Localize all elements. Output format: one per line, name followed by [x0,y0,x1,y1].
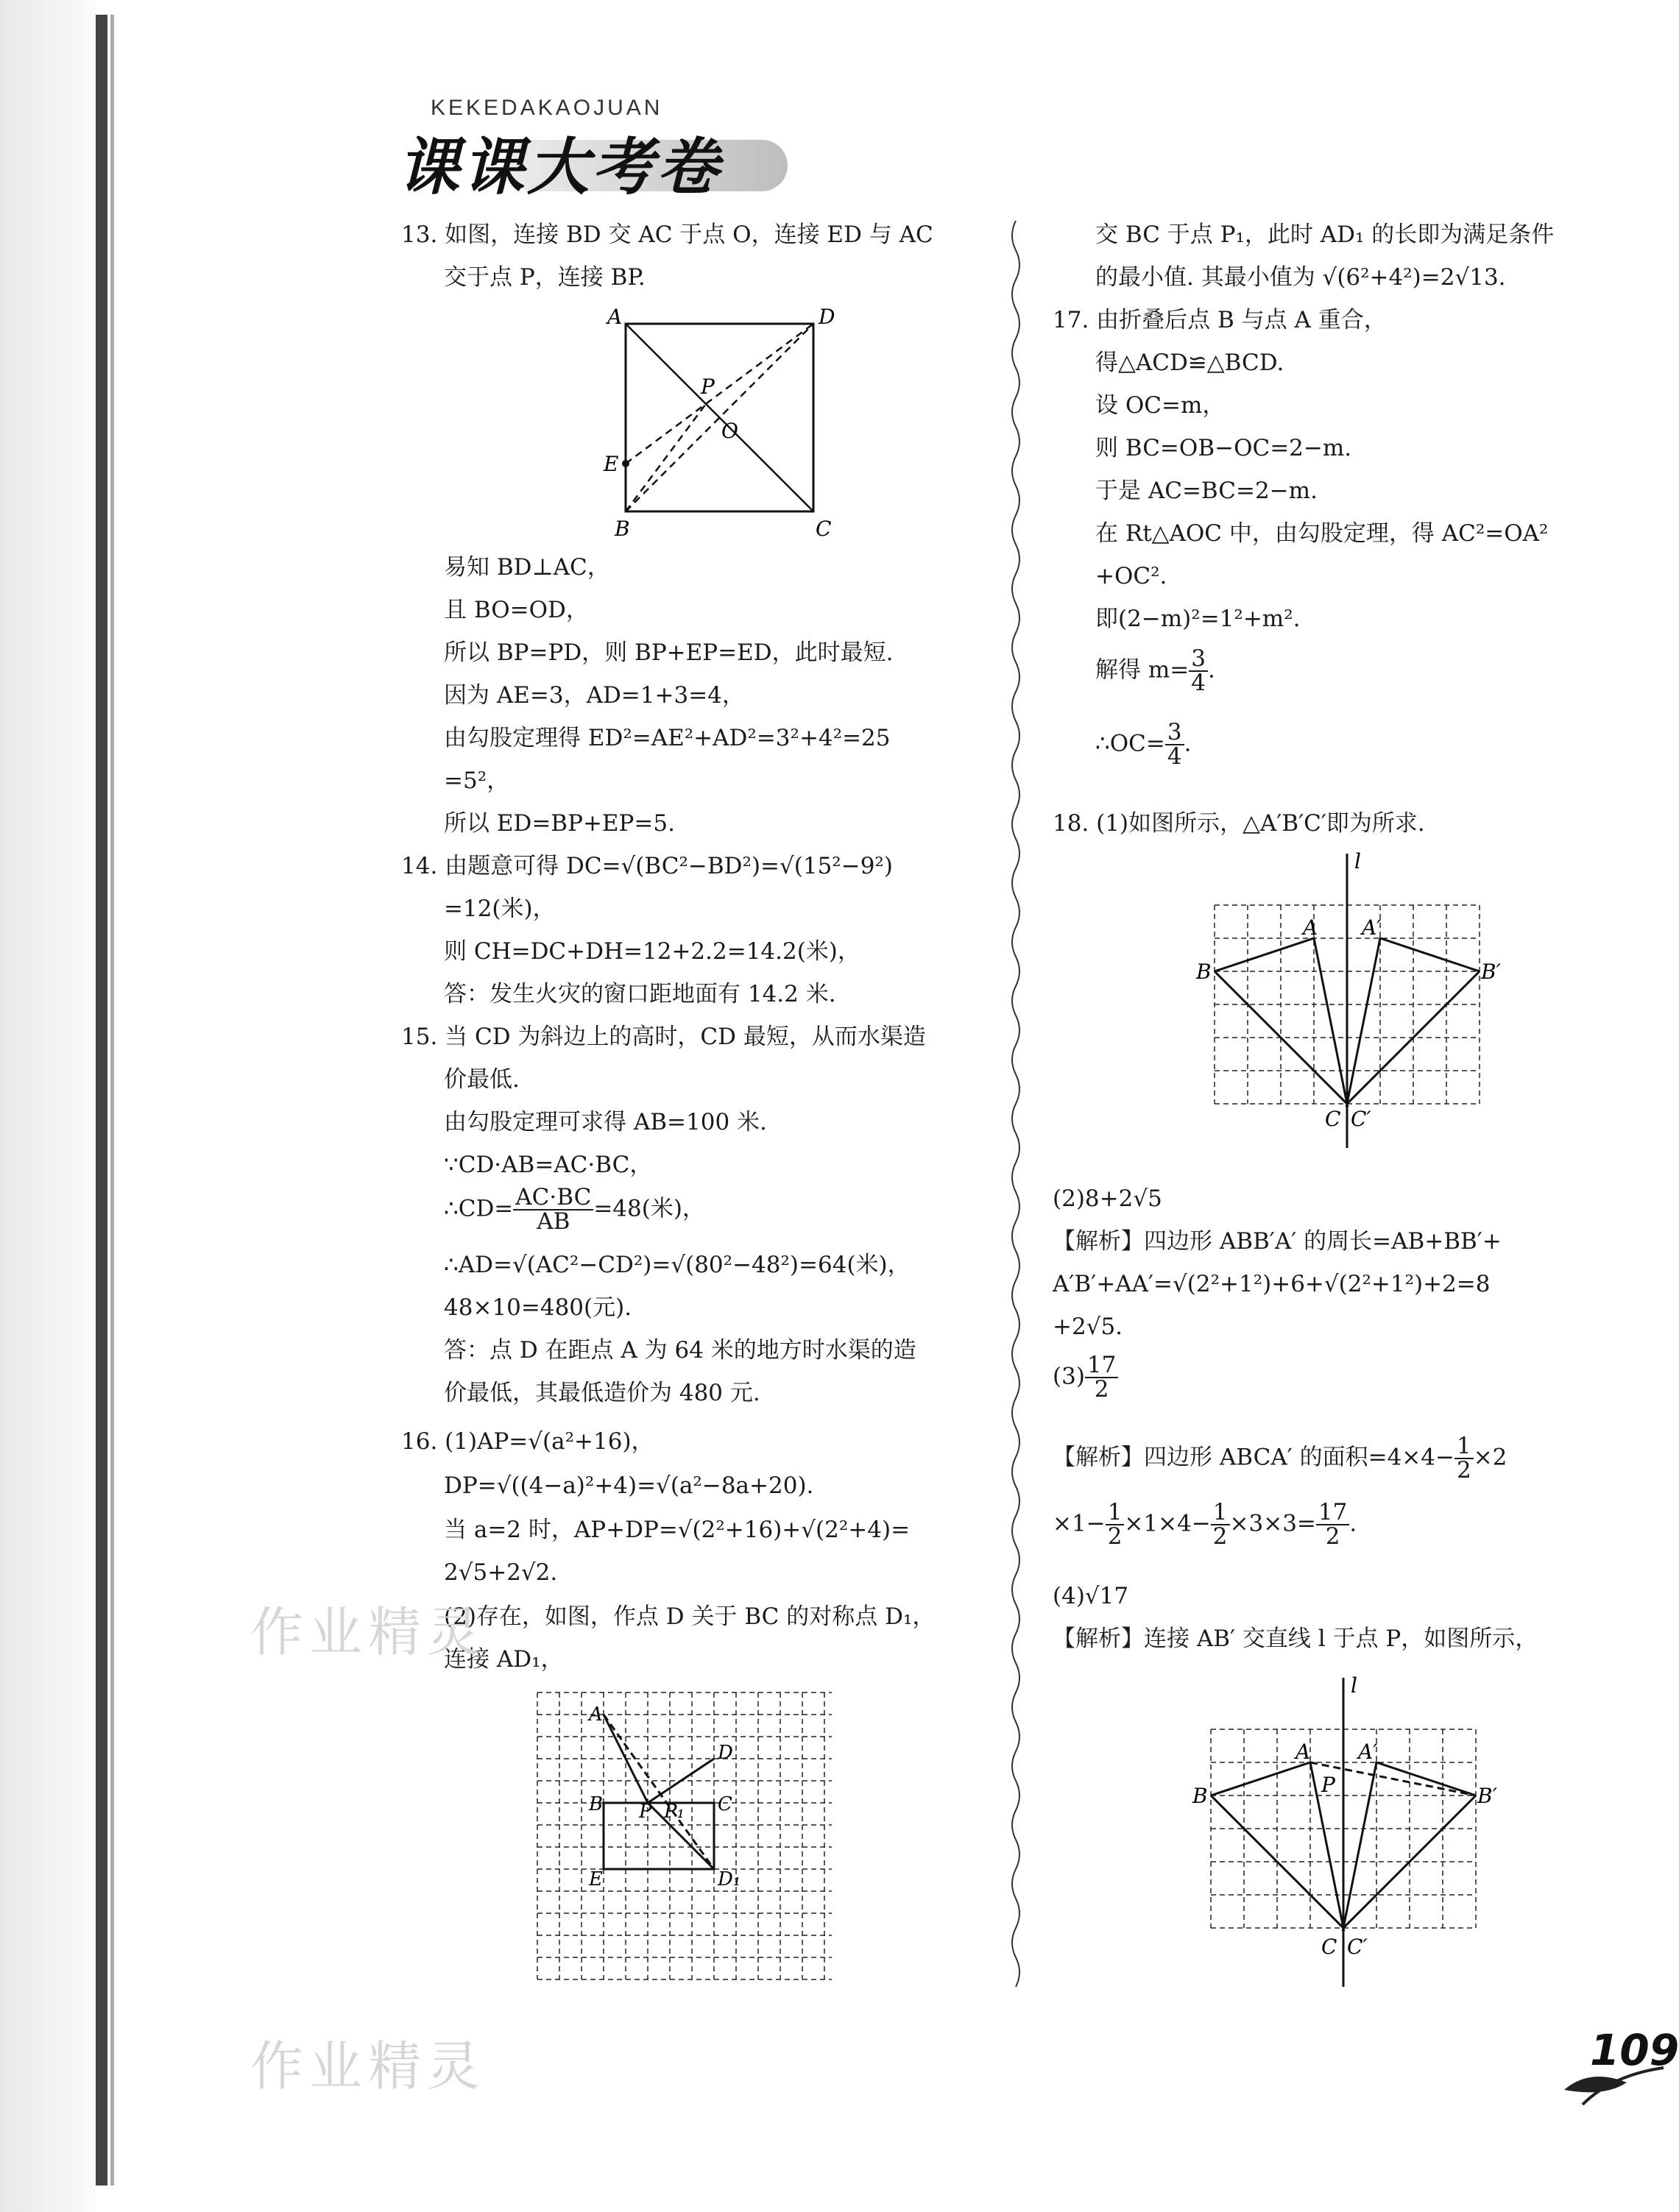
label-B-prime: B′ [1477,1784,1497,1808]
fraction-denominator: AB [537,1208,570,1235]
problem-16-line-6: 连接 AD₁， [444,1646,564,1673]
label-P: P [1321,1773,1335,1797]
problem-15-line-9: 价最低，其最低造价为 480 元. [444,1380,760,1406]
period: . [1207,656,1215,684]
label-A: A [1296,1740,1311,1764]
label-A: A [589,1704,603,1726]
page-number: 109 [1590,2025,1679,2075]
problem-15-line-6: ∴AD=√(AC²−CD²)=√(80²−48²)=64(米)， [444,1252,911,1278]
problem-13-line-9: 所以 ED=BP+EP=5. [444,810,675,837]
problem-13-line-5: 所以 BP=PD，则 BP+EP=ED，此时最短. [444,639,894,666]
binding-spine-shadow [110,15,114,2186]
problem-15-line-3: 由勾股定理可求得 AB=100 米. [444,1109,767,1135]
fraction-1-over-2 [1454,1435,1474,1482]
fraction-denominator: 2 [1325,1523,1340,1550]
label-E: E [604,452,619,476]
times-2: ×2 [1473,1444,1507,1471]
expr-part: ×3×3= [1229,1510,1316,1537]
label-B: B [1196,960,1212,984]
m-equals: 解得 m= [1095,656,1190,684]
part3-label: (3) [1053,1363,1085,1390]
fraction-denominator: 4 [1191,670,1206,696]
problem-17-line-7: +OC². [1095,563,1167,589]
fraction-denominator: 4 [1167,743,1182,770]
fraction-3-over-4 [1165,721,1184,768]
figure-square-abcd [582,302,835,541]
problem-16-line-1: 16. (1)AP=√(a²+16)， [401,1428,654,1455]
fraction-17-over-2 [1316,1501,1349,1548]
watermark-2: 作业精灵 [250,2035,487,2097]
label-O: O [721,419,738,443]
label-P: P [639,1801,652,1823]
page-number-badge [1560,2024,1679,2112]
problem-17-line-3: 设 OC=m， [1095,392,1226,419]
problem-16-line-5: (2)存在，如图，作点 D 关于 BC 的对称点 D₁， [444,1603,936,1630]
problem-15-line-8: 答：点 D 在距点 A 为 64 米的地方时水渠的造 [444,1337,916,1364]
problem-17-line-6: 在 Rt△AOC 中，由勾股定理，得 AC²=OA² [1095,520,1549,547]
problem-14-line-1: 14. 由题意可得 DC=√(BC²−BD²)=√(15²−9²) [401,853,893,879]
page-edge-shadow [0,0,96,2212]
label-B-prime: B′ [1481,960,1501,984]
fraction-numerator: 3 [1165,721,1184,745]
label-A: A [1303,915,1318,940]
fraction-numerator: 17 [1316,1501,1349,1525]
period: . [1184,730,1192,757]
problem-16-cont-line-1: 交 BC 于点 P₁，此时 AD₁ 的长即为满足条件 [1095,221,1555,248]
problem-14-line-3: 则 CH=DC+DH=12+2.2=14.2(米)， [444,938,860,965]
problem-15-line-4: ∵CD·AB=AC·BC， [444,1152,653,1178]
label-B: B [615,517,630,541]
fraction-numerator: 17 [1085,1354,1118,1378]
problem-17-line-8: 即(2−m)²=1²+m². [1095,606,1301,632]
problem-13-line-8: =5²， [444,768,510,794]
problem-18-part4-answer: (4)√17 [1053,1583,1129,1609]
figure-grid-problem-18a [1196,846,1502,1155]
problem-18-part4-analysis: 【解析】连接 AB′ 交直线 l 于点 P，如图所示， [1053,1626,1538,1652]
problem-17-line-10 [1095,721,1191,768]
problem-17-line-1: 17. 由折叠后点 B 与点 A 重合， [1053,307,1387,333]
binding-spine [96,15,107,2186]
fraction-numerator: 1 [1454,1435,1474,1459]
problem-18-part2-analysis-2: A′B′+AA′=√(2²+1²)+6+√(2²+1²)+2=8 [1053,1271,1491,1297]
area-text: 【解析】四边形 ABCA′ 的面积=4×4− [1053,1444,1454,1471]
problem-18-part3-analysis-2 [1053,1501,1357,1548]
problem-16-line-3: 当 a=2 时，AP+DP=√(2²+16)+√(2²+4)= [444,1517,911,1543]
problem-13-line-4: 且 BO=OD， [444,597,589,623]
label-l: l [1351,1673,1357,1698]
problem-18-part2-analysis-3: +2√5. [1053,1314,1123,1340]
fraction-numerator: 3 [1189,648,1208,672]
problem-14-line-2: =12(米)， [444,896,556,922]
problem-18-part2-analysis-1: 【解析】四边形 ABB′A′ 的周长=AB+BB′+ [1053,1228,1502,1255]
label-B: B [589,1793,604,1815]
period: . [1349,1510,1357,1537]
problem-16-cont-line-2: 的最小值. 其最小值为 √(6²+4²)=2√13. [1095,264,1506,291]
problem-15-line-7: 48×10=480(元). [444,1294,632,1321]
problem-13-line-3: 易知 BD⊥AC， [444,554,610,581]
fraction-denominator: 2 [1094,1376,1109,1403]
expr-part: ×1− [1053,1510,1106,1537]
label-l: l [1354,849,1361,873]
brand-logo-title: 课课大考卷 [397,131,722,203]
label-C: C [718,1793,732,1815]
fraction-denominator: 2 [1107,1523,1123,1550]
fraction-numerator: AC·BC [513,1186,593,1210]
problem-15-line-1: 15. 当 CD 为斜边上的高时，CD 最短，从而水渠造 [401,1024,926,1050]
problem-13-line-7: 由勾股定理得 ED²=AE²+AD²=3²+4²=25 [444,725,891,751]
label-C-prime: C′ [1347,1935,1368,1959]
label-D1: D₁ [718,1868,741,1890]
label-B: B [1192,1784,1208,1808]
problem-16-line-2: DP=√((4−a)²+4)=√(a²−8a+20). [444,1472,814,1499]
problem-15-line-5 [444,1186,705,1233]
problem-13-line-2: 交于点 P，连接 BP. [444,264,646,291]
problem-17-line-5: 于是 AC=BC=2−m. [1095,478,1318,504]
problem-15-line-2: 价最低. [444,1066,520,1093]
fraction-numerator: 1 [1211,1501,1230,1525]
problem-18-part3-analysis-1 [1053,1435,1507,1482]
fraction-numerator: 1 [1106,1501,1125,1525]
problem-17-line-4: 则 BC=OB−OC=2−m. [1095,435,1352,461]
fraction-3-over-4 [1189,645,1208,696]
problem-14-line-4: 答：发生火灾的窗口距地面有 14.2 米. [444,981,836,1007]
oc-equals: ∴OC= [1095,730,1165,757]
problem-17-line-2: 得△ACD≌△BCD. [1095,350,1284,376]
problem-18-line-1: 18. (1)如图所示，△A′B′C′即为所求. [1053,810,1425,837]
fraction-1-over-2 [1211,1501,1230,1548]
fraction-denominator: 2 [1212,1523,1228,1550]
label-C-prime: C′ [1351,1107,1371,1131]
label-C: C [816,517,832,541]
expr-part: ×1×4− [1124,1510,1211,1537]
label-D: D [718,1742,733,1764]
problem-16-line-4: 2√5+2√2. [444,1559,558,1586]
brand-pinyin: KEKEDAKAOJUAN [431,96,663,120]
watermark-1: 作业精灵 [250,1601,487,1663]
label-A-prime: A′ [1358,1740,1378,1764]
label-C: C [1325,1107,1341,1131]
problem-17-line-9 [1095,645,1215,696]
label-P: P [701,375,715,399]
page-header [397,88,839,203]
problem-18-part3-answer [1053,1354,1118,1401]
column-divider [1008,221,1023,2002]
fraction-17-over-2 [1085,1354,1118,1401]
label-A-prime: A′ [1362,915,1382,940]
cd-result: =48(米)， [593,1195,705,1222]
label-E: E [589,1868,603,1890]
problem-13-line-1: 13. 如图，连接 BD 交 AC 于点 O，连接 ED 与 AC [401,221,933,248]
fraction-acbc-over-ab [513,1186,593,1233]
label-D: D [819,305,835,329]
label-C: C [1321,1935,1337,1959]
problem-18-part2-answer: (2)8+2√5 [1053,1185,1162,1212]
figure-grid-problem-18b [1192,1670,1498,1994]
fraction-denominator: 2 [1456,1457,1471,1483]
label-A: A [607,305,623,329]
label-P1: P₁ [664,1801,685,1823]
fraction-1-over-2 [1106,1501,1125,1548]
figure-grid-problem-16 [530,1685,839,1994]
problem-13-line-6: 因为 AE=3，AD=1+3=4， [444,682,745,709]
cd-equals: ∴CD= [444,1195,514,1222]
